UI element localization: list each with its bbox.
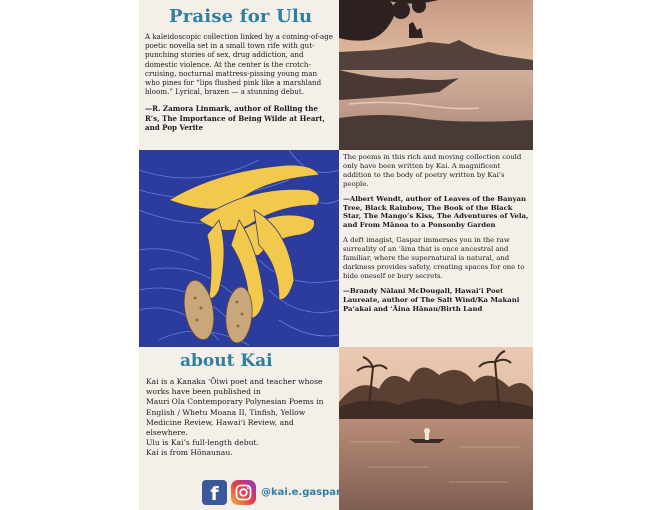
instagram-icon[interactable] bbox=[231, 480, 256, 505]
about-heading: about Kai bbox=[180, 351, 273, 371]
facebook-glyph: f bbox=[210, 482, 219, 505]
about-line: Kai is a Kanaka ʻŌiwi poet and teacher whose works have been published in bbox=[146, 377, 323, 397]
praise-section bbox=[139, 0, 339, 150]
about-line: Ulu is Kai’s full-length debut. bbox=[146, 438, 259, 448]
about-line: Kai is from Hōnaunau. bbox=[146, 448, 233, 458]
about-line: Mauri Ola Contemporary Polynesian Poems in English / Whetu Moana II, Tinfish, Yellow Medicine Review, Hawaiʻi Review, and elsewhere. bbox=[146, 397, 324, 438]
review-attribution: —Albert Wendt, author of Leaves of the Banyan Tree, Black Rainbow, The Book of the Black Star, The Mango’s Kiss, The Adventures of Vela, and From Mānoa to a Ponsonby Garden bbox=[343, 194, 529, 230]
review-text: A deft imagist, Gaspar immerses you in the raw surreality of an ʻāina that is once ancestral and familiar, where the supernatural is natural, and darkness provides safety, creating spaces for one to hide oneself or bury secrets. bbox=[343, 236, 525, 280]
flyer-page bbox=[139, 0, 533, 510]
praise-attribution: —R. Zamora Linmark, author of Rolling the R’s, The Importance of Being Wilde at Heart, and Pop Verite bbox=[145, 104, 325, 132]
social-links bbox=[202, 477, 341, 507]
review-text: The poems in this rich and moving collection could only have been written by Kai. A magnificent addition to the body of poetry written by Kai’s people. bbox=[343, 153, 522, 188]
facebook-icon[interactable] bbox=[202, 480, 227, 505]
instagram-handle[interactable]: @kai.e.gaspar bbox=[261, 486, 341, 498]
coastal-sunset-photo bbox=[339, 0, 533, 150]
reviews-section bbox=[339, 150, 533, 347]
review-attribution: —Brandy Nālani McDougall, Hawaiʻi Poet Laureate, author of The Salt Wind/Ka Makani Paʻakai and ʻĀina Hānau/Birth Land bbox=[343, 286, 520, 313]
praise-title: Praise for Ulu bbox=[169, 6, 313, 27]
breadfruit-leaf-illustration bbox=[139, 150, 339, 347]
praise-quote: A kaleidoscopic collection linked by a coming-of-age poetic novella set in a small town rife with gut-punching stories of sex, drug addiction, and domestic violence. At the center is the crotch-cruising, nocturnal mattress-pissing young man who pines for “lips flushed pink like a marshland bloom.” Lyrical, brazen — a stunning debut. bbox=[145, 32, 333, 97]
river-canoe-photo bbox=[339, 347, 533, 510]
